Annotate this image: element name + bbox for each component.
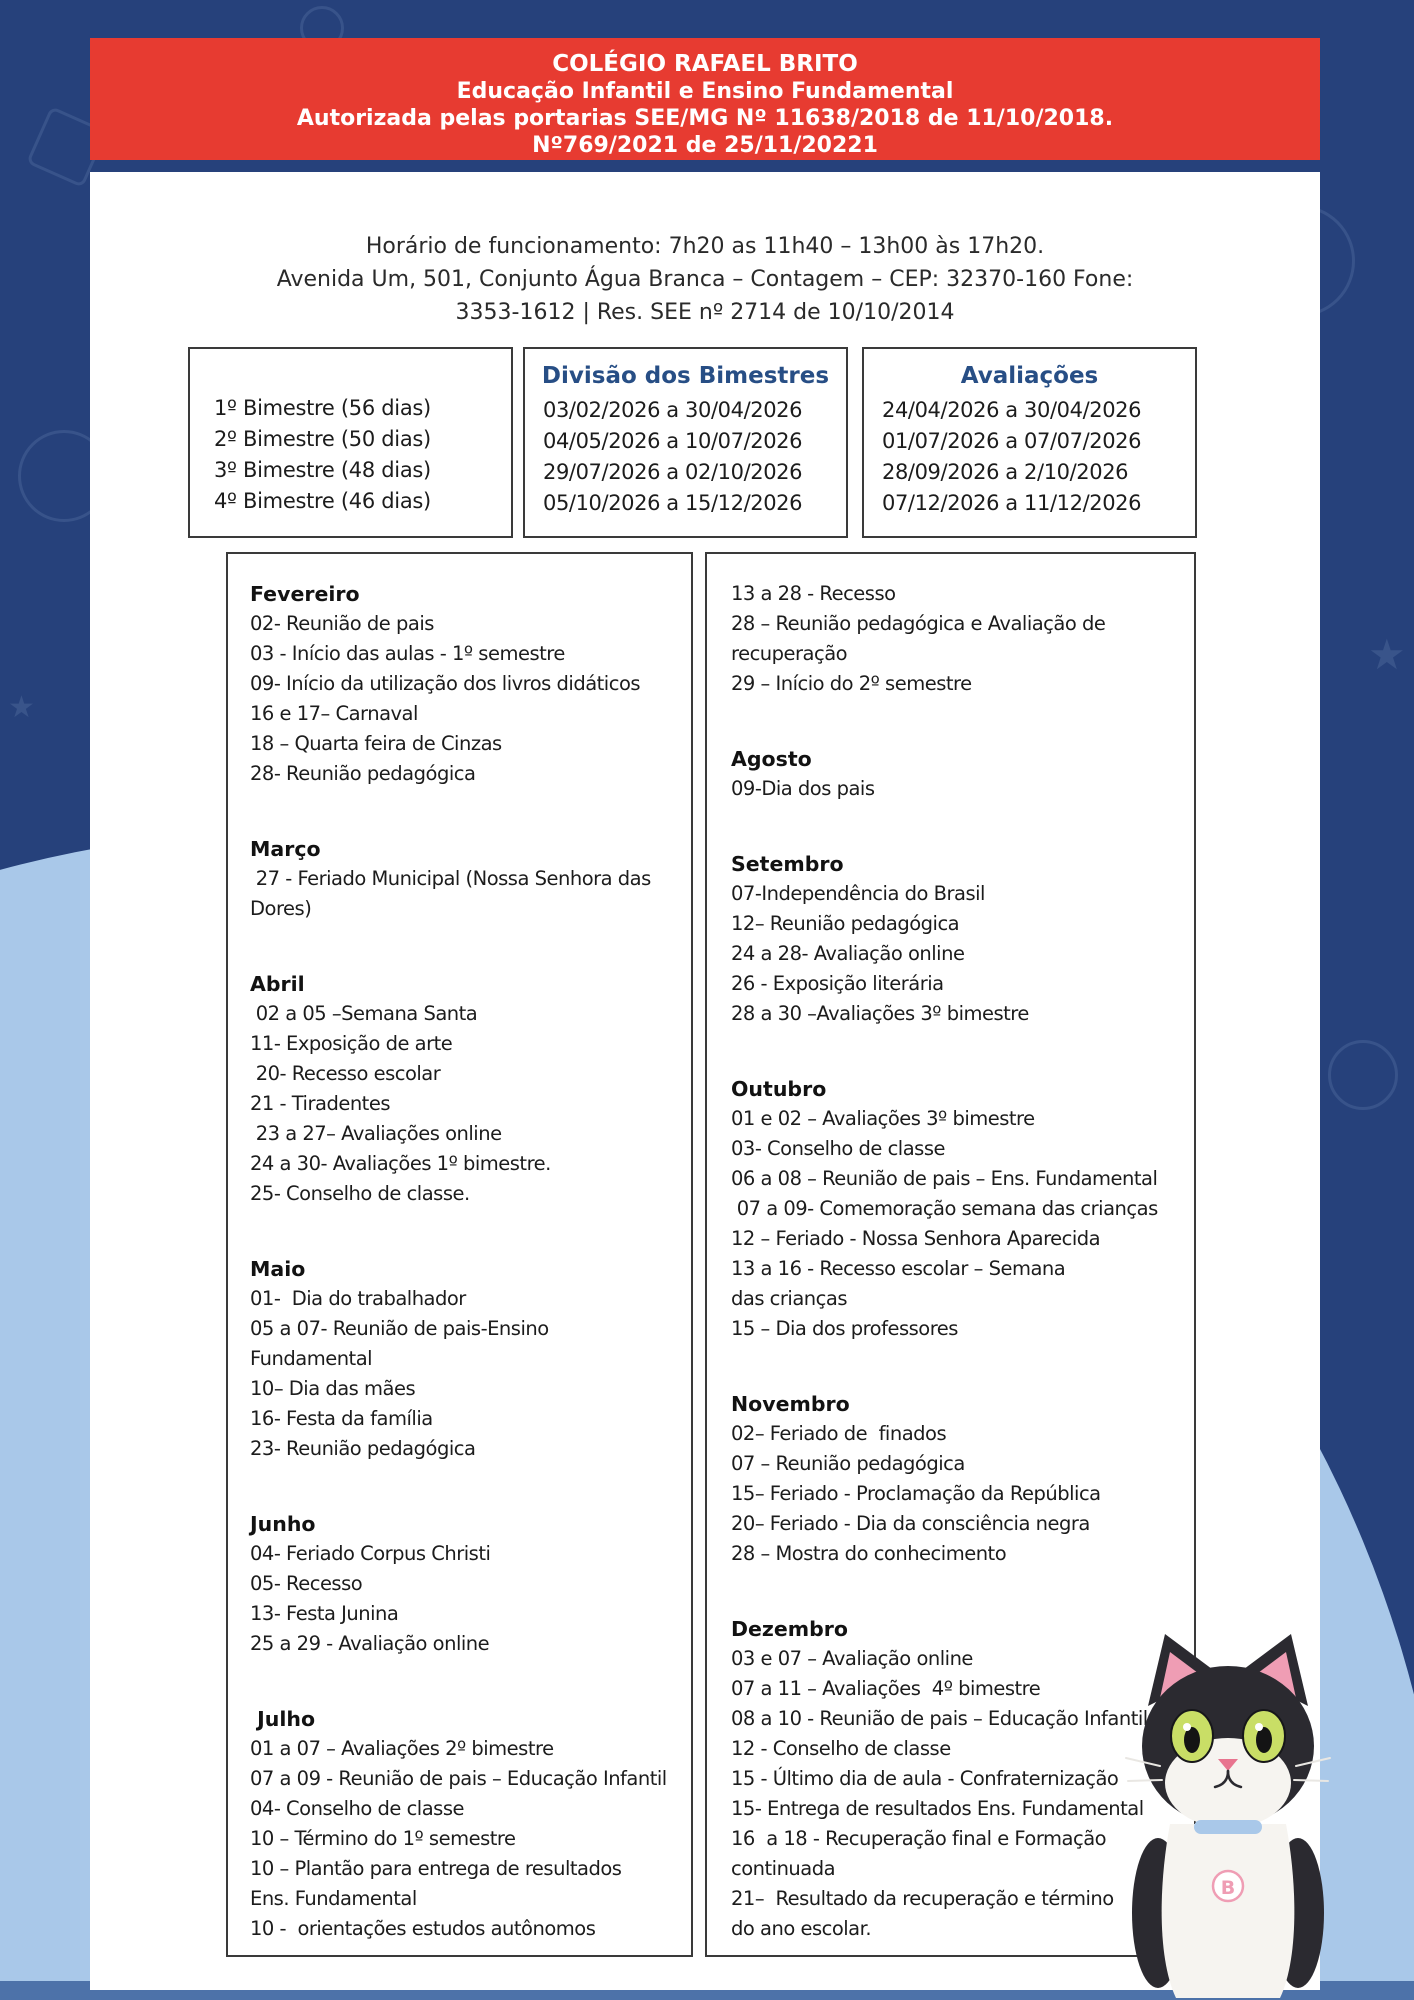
calendar-event: 05 a 07- Reunião de pais-Ensino	[250, 1317, 549, 1340]
month-events	[731, 1419, 1194, 1569]
header-banner	[90, 38, 1320, 160]
calendar-event: 16 e 17– Carnaval	[250, 702, 418, 725]
month-name: Agosto	[731, 747, 812, 771]
calendar-event: 07 a 09 - Reunião de pais – Educação Infantil	[250, 1767, 667, 1790]
month-block	[731, 1074, 1194, 1344]
month-name: Fevereiro	[250, 582, 360, 606]
bimestres-box	[188, 347, 513, 538]
calendar-event: 23 a 27– Avaliações online	[250, 1122, 502, 1145]
month-block	[731, 849, 1194, 1029]
avaliacoes-box	[862, 347, 1197, 538]
month-events	[731, 1104, 1194, 1344]
address-line: Avenida Um, 501, Conjunto Água Branca – Contagem – CEP: 32370-160 Fone:	[276, 267, 1134, 292]
calendar-event: 03 - Início das aulas - 1º semestre	[250, 642, 565, 665]
calendar-event: 16- Festa da família	[250, 1407, 433, 1430]
calendar-event: continuada	[731, 1857, 836, 1880]
calendar-event: das crianças	[731, 1287, 847, 1310]
calendar-event: 07 a 11 – Avaliações 4º bimestre	[731, 1677, 1041, 1700]
calendar-event: 15- Entrega de resultados Ens. Fundamental	[731, 1797, 1144, 1820]
calendar-event: Ens. Fundamental	[250, 1887, 417, 1910]
opening-hours: Horário de funcionamento: 7h20 as 11h40 – 13h00 às 17h20.	[365, 234, 1045, 259]
month-events	[250, 999, 691, 1209]
month-name: Setembro	[731, 852, 844, 876]
month-events	[250, 609, 691, 789]
calendar-event: 04- Conselho de classe	[250, 1797, 464, 1820]
school-levels: Educação Infantil e Ensino Fundamental	[456, 79, 954, 104]
calendar-left-column	[226, 552, 693, 1957]
calendar-event: 02 a 05 –Semana Santa	[250, 1002, 478, 1025]
month-block	[250, 1509, 691, 1659]
calendar-event: recuperação	[731, 642, 848, 665]
calendar-event: 12 – Feriado - Nossa Senhora Aparecida	[731, 1227, 1101, 1250]
divisao-bimestres-dates	[525, 395, 846, 519]
month-block	[731, 1389, 1194, 1569]
month-block	[250, 1254, 691, 1464]
month-block	[250, 834, 691, 924]
calendar-event: 12 - Conselho de classe	[731, 1737, 951, 1760]
calendar-event: 27 - Feriado Municipal (Nossa Senhora das	[250, 867, 651, 890]
avaliacoes-dates	[864, 395, 1195, 519]
calendar-event: 15– Feriado - Proclamação da República	[731, 1482, 1101, 1505]
calendar-event: 01 e 02 – Avaliações 3º bimestre	[731, 1107, 1035, 1130]
calendar-event: 15 - Último dia de aula - Confraternização	[731, 1767, 1119, 1790]
calendar-event: 09- Início da utilização dos livros didáticos	[250, 672, 641, 695]
calendar-event: 10 – Plantão para entrega de resultados	[250, 1857, 622, 1880]
month-name: Março	[250, 837, 321, 861]
calendar-event: 29 – Início do 2º semestre	[731, 672, 972, 695]
month-block	[731, 744, 1194, 804]
calendar-event: 13 a 16 - Recesso escolar – Semana	[731, 1257, 1066, 1280]
cat-mascot	[1118, 1628, 1338, 2000]
calendar-event: 25- Conselho de classe.	[250, 1182, 470, 1205]
month-name: Maio	[250, 1257, 306, 1281]
bimestre-line: 1º Bimestre (56 dias)	[214, 396, 431, 420]
calendar-event: 21– Resultado da recuperação e término	[731, 1887, 1114, 1910]
calendar-event: 01- Dia do trabalhador	[250, 1287, 466, 1310]
calendar-event: 03- Conselho de classe	[731, 1137, 945, 1160]
calendar-event: 01 a 07 – Avaliações 2º bimestre	[250, 1737, 554, 1760]
calendar-event: 10 – Término do 1º semestre	[250, 1827, 516, 1850]
month-name: Outubro	[731, 1077, 827, 1101]
calendar-event: 11- Exposição de arte	[250, 1032, 453, 1055]
month-block	[250, 579, 691, 789]
bimestre-line: 2º Bimestre (50 dias)	[214, 427, 431, 451]
month-block	[250, 969, 691, 1209]
date-range-line: 24/04/2026 a 30/04/2026	[882, 398, 1142, 422]
calendar-event: 10– Dia das mães	[250, 1377, 416, 1400]
date-range-line: 04/05/2026 a 10/07/2026	[543, 429, 803, 453]
calendar-event: 25 a 29 - Avaliação online	[250, 1632, 490, 1655]
date-range-line: 28/09/2026 a 2/10/2026	[882, 460, 1129, 484]
calendar-event: 28- Reunião pedagógica	[250, 762, 476, 785]
month-events	[731, 879, 1194, 1029]
month-events	[731, 774, 1194, 804]
calendar-event: 15 – Dia dos professores	[731, 1317, 958, 1340]
calendar-event: 08 a 10 - Reunião de pais – Educação Infantil	[731, 1707, 1148, 1730]
month-events	[250, 1539, 691, 1659]
calendar-event: 05- Recesso	[250, 1572, 363, 1595]
month-name: Novembro	[731, 1392, 850, 1416]
calendar-event: 21 - Tiradentes	[250, 1092, 390, 1115]
calendar-event: do ano escolar.	[731, 1917, 872, 1940]
doodle-star-icon: ★	[1368, 630, 1406, 679]
calendar-event: 18 – Quarta feira de Cinzas	[250, 732, 502, 755]
month-name: Junho	[250, 1512, 316, 1536]
calendar-event: 09-Dia dos pais	[731, 777, 875, 800]
doodle-star-icon: ★	[8, 690, 35, 725]
authorization-line-2: Nº769/2021 de 25/11/20221	[532, 133, 878, 158]
calendar-event: Fundamental	[250, 1347, 373, 1370]
date-range-line: 29/07/2026 a 02/10/2026	[543, 460, 803, 484]
doodle-circle	[1328, 1040, 1398, 1110]
calendar-event: 28 – Reunião pedagógica e Avaliação de	[731, 612, 1106, 635]
authorization-line: Autorizada pelas portarias SEE/MG Nº 11638/2018 de 11/10/2018.	[296, 106, 1114, 131]
month-events	[731, 579, 1194, 699]
calendar-event: 26 - Exposição literária	[731, 972, 944, 995]
month-events	[250, 1284, 691, 1464]
date-range-line: 01/07/2026 a 07/07/2026	[882, 429, 1142, 453]
divisao-bimestres-box	[523, 347, 848, 538]
month-block	[250, 1704, 691, 1944]
calendar-event: 12– Reunião pedagógica	[731, 912, 960, 935]
cat-mascot-illustration	[1118, 1628, 1338, 2000]
date-range-line: 05/10/2026 a 15/12/2026	[543, 491, 803, 515]
phone-resolution-line: 3353-1612 | Res. SEE nº 2714 de 10/10/2014	[455, 300, 955, 325]
calendar-event: Dores)	[250, 897, 312, 920]
school-info-block	[90, 230, 1320, 329]
divisao-bimestres-title: Divisão dos Bimestres	[541, 363, 830, 389]
calendar-event: 07 a 09- Comemoração semana das crianças	[731, 1197, 1158, 1220]
calendar-event: 02– Feriado de finados	[731, 1422, 947, 1445]
calendar-event: 07-Independência do Brasil	[731, 882, 985, 905]
bimestre-line: 4º Bimestre (46 dias)	[214, 489, 431, 513]
month-name: Dezembro	[731, 1617, 848, 1641]
calendar-event: 02- Reunião de pais	[250, 612, 434, 635]
calendar-event: 28 – Mostra do conhecimento	[731, 1542, 1007, 1565]
calendar-event: 28 a 30 –Avaliações 3º bimestre	[731, 1002, 1029, 1025]
month-events	[250, 1734, 691, 1944]
calendar-event: 24 a 28- Avaliação online	[731, 942, 965, 965]
calendar-event: 16 a 18 - Recuperação final e Formação	[731, 1827, 1107, 1850]
date-range-line: 03/02/2026 a 30/04/2026	[543, 398, 803, 422]
calendar-event: 24 a 30- Avaliações 1º bimestre.	[250, 1152, 551, 1175]
month-events	[250, 864, 691, 924]
calendar-event: 10 - orientações estudos autônomos	[250, 1917, 596, 1940]
calendar-event: 20– Feriado - Dia da consciência negra	[731, 1512, 1090, 1535]
month-block	[731, 579, 1194, 699]
bimestre-line: 3º Bimestre (48 dias)	[214, 458, 431, 482]
mascot-badge-letter: B	[1220, 1877, 1236, 1899]
calendar-event: 03 e 07 – Avaliação online	[731, 1647, 973, 1670]
calendar-event: 20- Recesso escolar	[250, 1062, 441, 1085]
school-name: COLÉGIO RAFAEL BRITO	[552, 51, 858, 77]
calendar-event: 13- Festa Junina	[250, 1602, 399, 1625]
calendar-event: 23- Reunião pedagógica	[250, 1437, 476, 1460]
date-range-line: 07/12/2026 a 11/12/2026	[882, 491, 1142, 515]
calendar-event: 06 a 08 – Reunião de pais – Ens. Fundamental	[731, 1167, 1158, 1190]
avaliacoes-title: Avaliações	[960, 363, 1099, 389]
calendar-event: 07 – Reunião pedagógica	[731, 1452, 965, 1475]
month-name: Abril	[250, 972, 305, 996]
calendar-event: 04- Feriado Corpus Christi	[250, 1542, 491, 1565]
calendar-event: 13 a 28 - Recesso	[731, 582, 896, 605]
month-name: Julho	[250, 1707, 316, 1731]
